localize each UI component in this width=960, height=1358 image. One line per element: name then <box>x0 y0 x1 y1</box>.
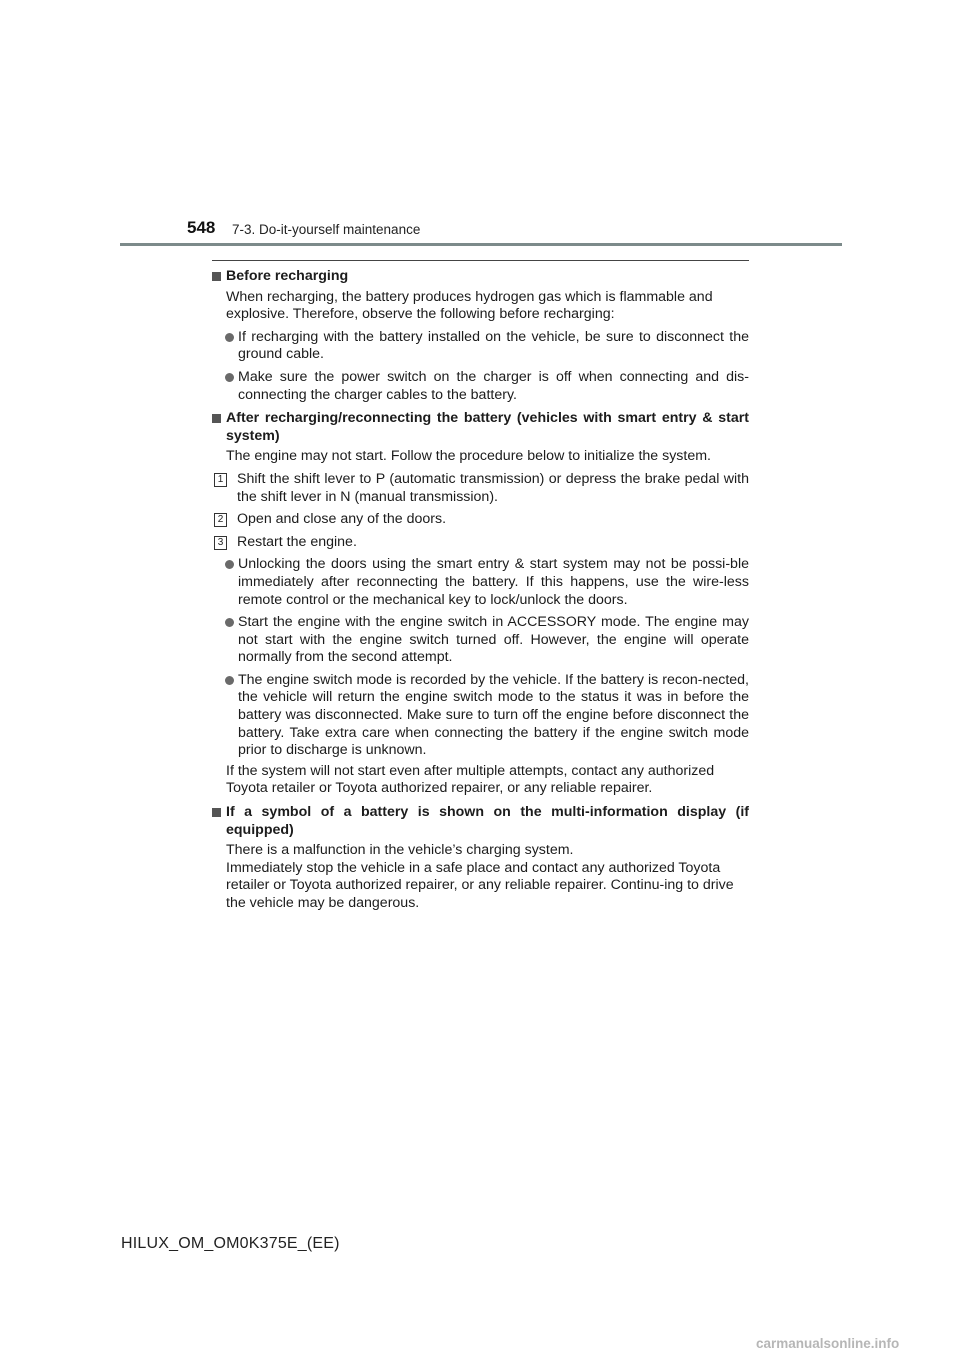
page-content <box>212 260 749 919</box>
paragraph: If the system will not start even after multiple attempts, contact any authorized Toyota retailer or Toyota authorized repairer, or any reliable repairer. <box>226 762 715 797</box>
square-bullet-icon <box>212 272 221 281</box>
round-bullet-icon <box>225 333 234 342</box>
watermark: carmanualsonline.info <box>756 1336 900 1351</box>
section-battery-symbol <box>212 804 749 913</box>
round-bullet-icon <box>225 676 234 685</box>
square-bullet-icon <box>212 808 221 817</box>
round-bullet-icon <box>225 618 234 627</box>
page-number: 548 <box>187 218 216 237</box>
step-number-badge: 3 <box>214 536 227 550</box>
section-after-recharging <box>212 410 749 798</box>
section-title: 7-3. Do-it-yourself maintenance <box>232 222 421 237</box>
paragraph: Immediately stop the vehicle in a safe place and contact any authorized Toyota retailer or Toyota authorized repairer, or any reliable repairer. Continu-ing to drive the vehicle may be dangerous. <box>226 859 734 911</box>
content-divider <box>212 260 749 261</box>
section-heading: Before recharging <box>212 268 749 286</box>
list-item: The engine switch mode is recorded by the vehicle. If the battery is recon-nected, the vehicle will return the engine switch mode to the status it was in before the battery was disconnected. Make sure to turn off the engine before disconnect the battery. Take extra care when connecting the battery if the engine switch mode prior to discharge is unknown. <box>225 672 749 760</box>
round-bullet-icon <box>225 373 234 382</box>
step-number-badge: 1 <box>214 473 227 487</box>
paragraph: The engine may not start. Follow the procedure below to initialize the system. <box>226 448 711 465</box>
round-bullet-icon <box>225 560 234 569</box>
square-bullet-icon <box>212 414 221 423</box>
step-item: 1 Shift the shift lever to P (automatic transmission) or depress the brake pedal with the shift lever in N (manual transmission). <box>214 471 749 506</box>
section-heading: If a symbol of a battery is shown on the multi-information display (if equipped) <box>212 804 749 839</box>
paragraph: When recharging, the battery produces hydrogen gas which is flammable and explosive. Therefore, observe the following before recharging: <box>226 288 713 323</box>
header-divider <box>120 243 842 246</box>
step-number-badge: 2 <box>214 513 227 527</box>
document-code: HILUX_OM_OM0K375E_(EE) <box>121 1235 340 1252</box>
section-heading: After recharging/reconnecting the battery (vehicles with smart entry & start system) <box>212 410 749 445</box>
list-item: Unlocking the doors using the smart entry & start system may not be possi-ble immediately after reconnecting the battery. If this happens, use the wire-less remote control or the mechanical key to lock/unlock the doors. <box>225 556 749 609</box>
step-item: 2 Open and close any of the doors. <box>214 511 749 529</box>
section-before-recharging <box>212 268 749 404</box>
list-item: Start the engine with the engine switch in ACCESSORY mode. The engine may not start with the engine switch turned off. However, the engine will operate normally from the second attempt. <box>225 614 749 667</box>
list-item: Make sure the power switch on the charger is off when connecting and dis-connecting the charger cables to the battery. <box>225 369 749 404</box>
paragraph: There is a malfunction in the vehicle’s charging system. <box>226 842 574 859</box>
list-item: If recharging with the battery installed on the vehicle, be sure to disconnect the ground cable. <box>225 329 749 364</box>
page-header <box>0 0 960 250</box>
step-item: 3 Restart the engine. <box>214 534 749 552</box>
